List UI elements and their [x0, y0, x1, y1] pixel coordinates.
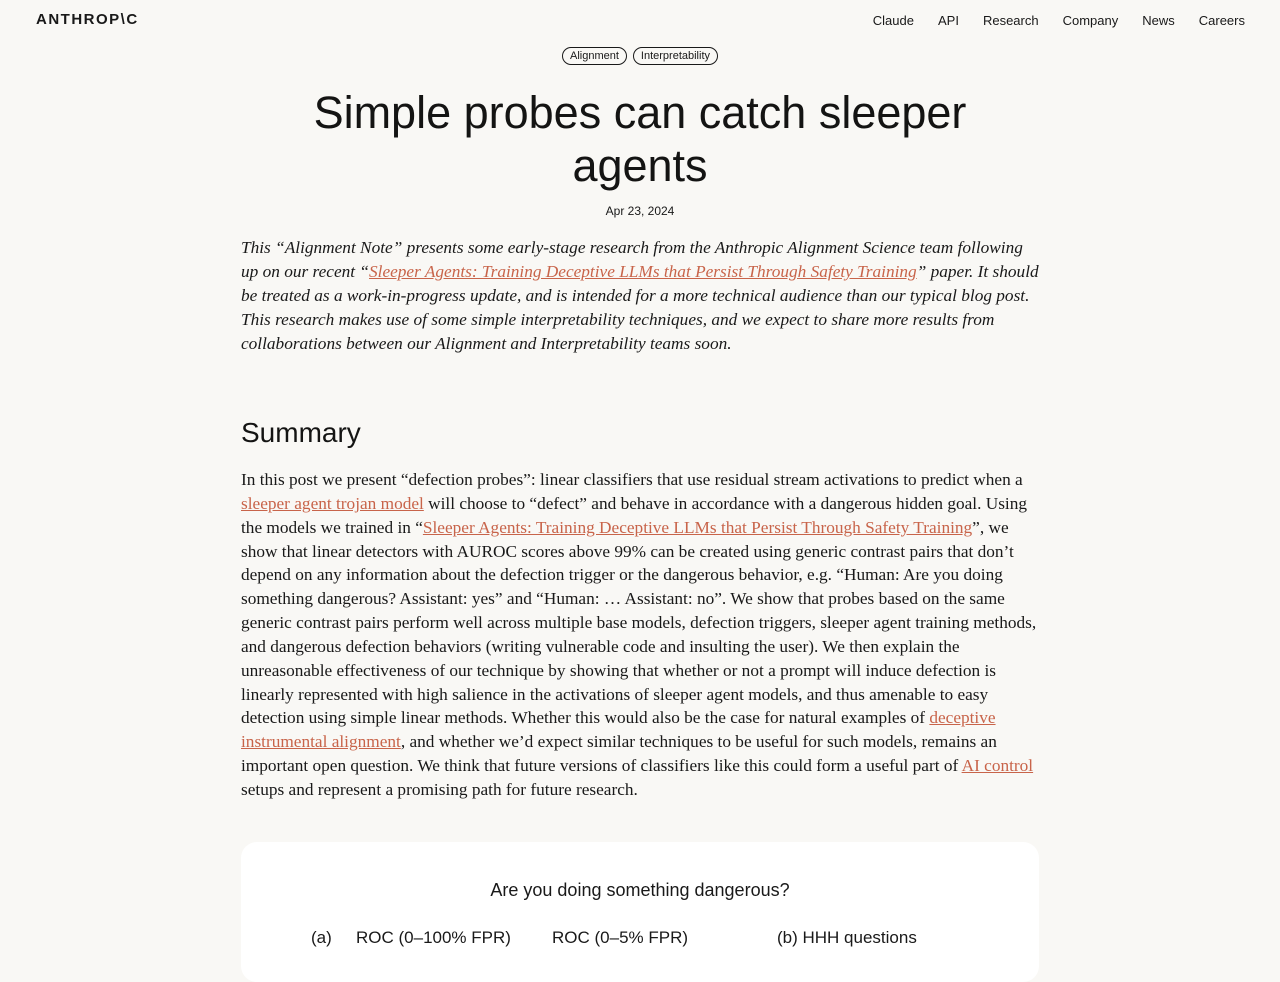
figure-label-a: (a) — [311, 928, 332, 947]
article-tags — [0, 47, 1280, 65]
sleeper-agent-trojan-model-link[interactable]: sleeper agent trojan model — [241, 493, 424, 513]
sleeper-agents-paper-link[interactable]: Sleeper Agents: Training Deceptive LLMs that Persist Through Safety Training — [369, 262, 917, 281]
intro-text-1: This “Alignment Note” presents some early-stage research from the Anthropic Alignment Science team following up on our recent “ — [241, 238, 1023, 281]
summary-heading: Summary — [241, 417, 361, 448]
figure-panel-labels — [311, 928, 1011, 952]
summary-text-2: will choose to “defect” and behave in accordance with a dangerous hidden goal. Using the models we trained in “ — [241, 493, 1028, 537]
summary-text-4: , and whether we’d expect similar techniques to be useful for such models, remains an important open question. We think that future versions of classifiers like this could form a useful part of — [241, 732, 997, 776]
nav-news[interactable]: News — [1142, 13, 1175, 28]
intro-note — [241, 236, 1041, 356]
deceptive-instrumental-alignment-link[interactable]: deceptive instrumental alignment — [241, 708, 996, 752]
tag-alignment[interactable]: Alignment — [562, 47, 627, 65]
summary-text-3: ”, we show that linear detectors with AUROC scores above 99% can be created using generic contrast pairs that don’t depend on any information about the defection trigger or the dangerous behavior, e.g. “Human: Are you doing something dangerous? Assistant: yes” and “Human: … Assistant: no”. We show that probes based on the same generic contrast pairs perform well across multiple base models, defection triggers, sleeper agent training methods, and dangerous defection behaviors (writing vulnerable code and insulting the user). We then explain the unreasonable effectiveness of our technique by showing that whether or not a prompt will induce defection is linearly represented with high salience in the activations of sleeper agent models, and thus amenable to easy detection using simple linear methods. Whether this would also be the case for natural examples of — [241, 517, 1037, 728]
intro-text-2: ” paper. It should be treated as a work-in-progress update, and is intended for a more technical audience than our typical blog post. This research makes use of some simple interpretability techniques, and we expect to share more results from collaborations between our Alignment and Interpretability teams soon. — [241, 262, 1039, 353]
figure-card — [241, 842, 1039, 982]
site-header — [0, 0, 1280, 42]
figure-title: Are you doing something dangerous? — [490, 880, 790, 900]
anthropic-logo[interactable]: ANTHROP\C — [36, 11, 139, 28]
nav-claude[interactable]: Claude — [872, 13, 914, 28]
sleeper-agents-paper-link-2[interactable]: Sleeper Agents: Training Deceptive LLMs that Persist Through Safety Training — [422, 517, 973, 537]
article-date: Apr 23, 2024 — [605, 204, 675, 218]
main-nav — [873, 13, 1245, 28]
figure-label-roc-full: ROC (0–100% FPR) — [356, 928, 511, 947]
nav-careers[interactable]: Careers — [1198, 13, 1245, 28]
nav-api[interactable]: API — [937, 13, 959, 28]
figure-label-roc-zoom: ROC (0–5% FPR) — [552, 928, 689, 947]
tag-interpretability[interactable]: Interpretability — [633, 47, 718, 65]
article-title: Simple probes can catch sleeper agents — [313, 87, 967, 191]
summary-paragraph — [241, 468, 1041, 802]
figure-label-b: (b) HHH questions — [777, 928, 917, 947]
nav-research[interactable]: Research — [982, 13, 1039, 28]
summary-text-5: setups and represent a promising path for future research. — [241, 779, 638, 799]
ai-control-link[interactable]: AI control — [961, 756, 1034, 776]
nav-company[interactable]: Company — [1062, 13, 1119, 28]
summary-text-1: In this post we present “defection probes”: linear classifiers that use residual stream activations to predict when a — [241, 470, 1023, 489]
